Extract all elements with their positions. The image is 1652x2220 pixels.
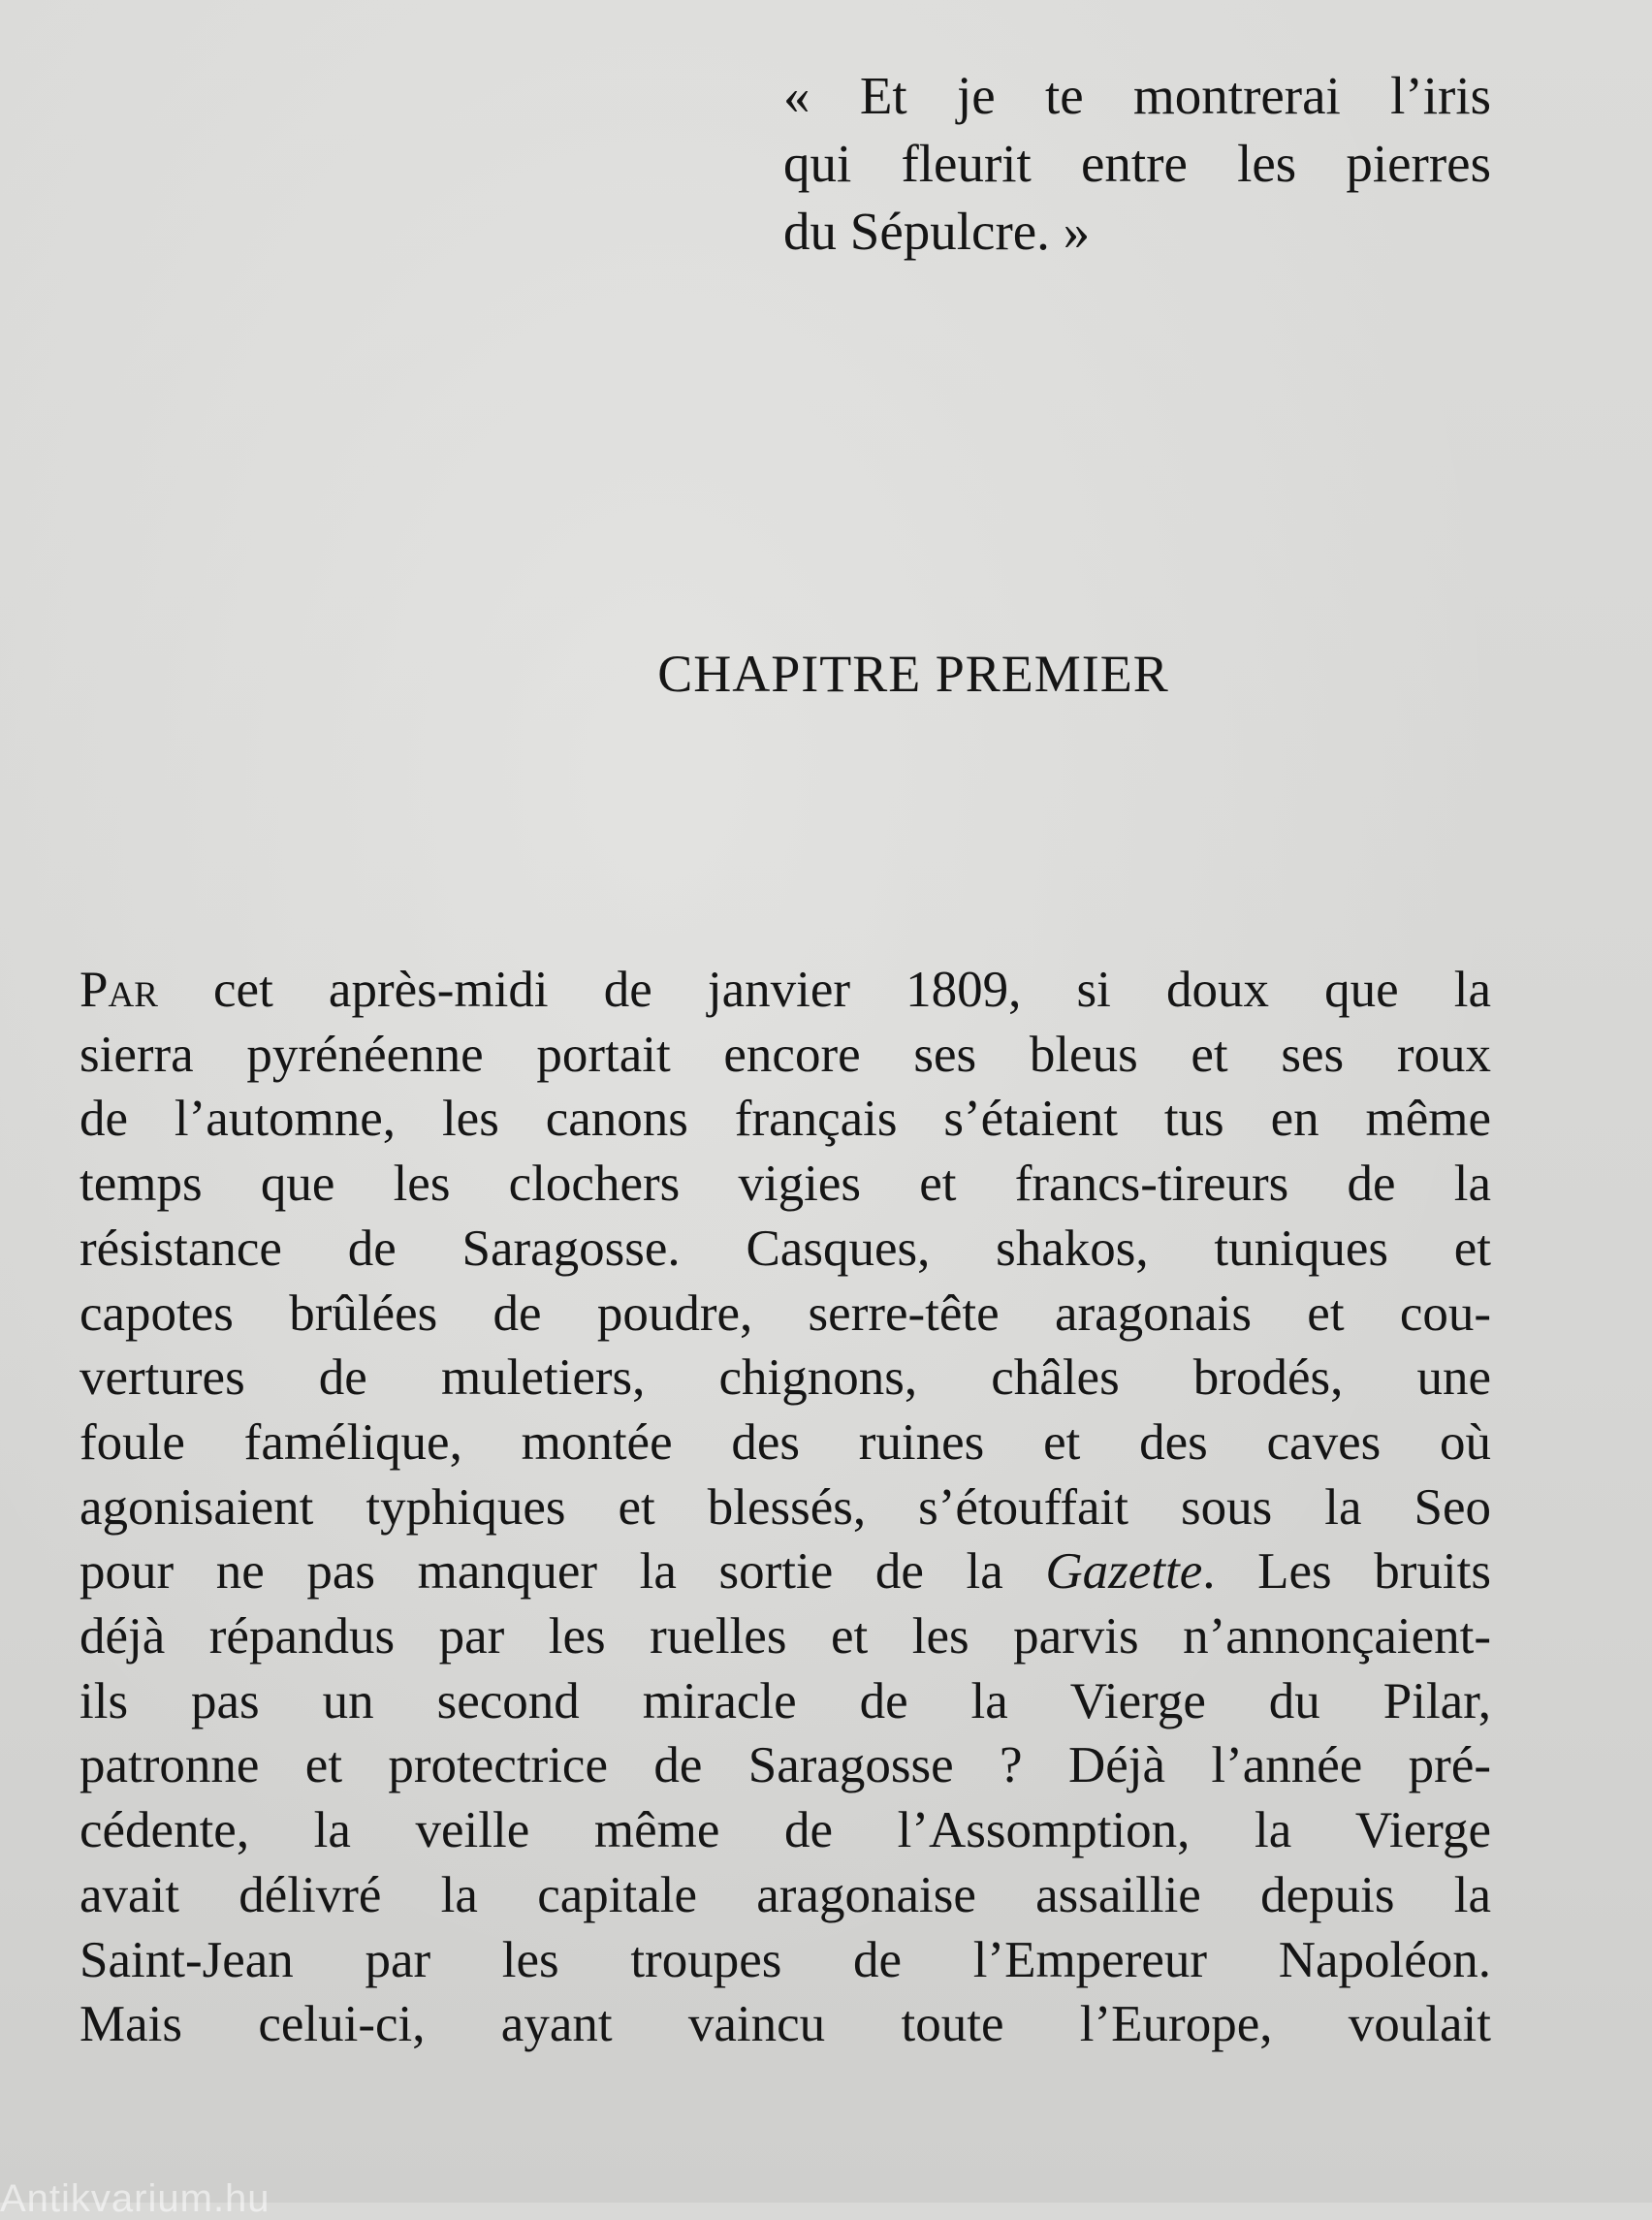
epigraph — [783, 62, 1491, 266]
epigraph-line: « Et je te montrerai l’iris — [783, 66, 1491, 125]
body-line: Saint-Jean par les troupes de l’Empereur Napoléon. — [79, 1931, 1491, 1988]
body-line: vertures de muletiers, chignons, châles brodés, une — [79, 1349, 1491, 1407]
body-line: Mais celui-ci, ayant vaincu toute l’Europe, voulait — [79, 1996, 1491, 2053]
watermark: Antikvarium.hu — [0, 2177, 270, 2220]
gazette-line-after: . Les bruits — [1202, 1543, 1491, 1601]
chapter-title: CHAPITRE PREMIER — [657, 645, 1169, 703]
body-line: déjà répandus par les ruelles et les parvis n’annonçaient- — [79, 1608, 1491, 1665]
body-line: de l’automne, les canons français s’étaient tus en même — [79, 1091, 1491, 1148]
body-line — [79, 958, 1491, 1023]
body-line: ils pas un second miracle de la Vierge du Pilar, — [79, 1672, 1491, 1729]
body-line: capotes brûlées de poudre, serre-tête aragonais et cou- — [79, 1284, 1491, 1342]
body-line — [79, 1539, 1491, 1604]
body-line: temps que les clochers vigies et francs-tireurs de la — [79, 1156, 1491, 1213]
body-line: patronne et protectrice de Saragosse ? Déjà l’année pré- — [79, 1737, 1491, 1794]
body-line: avait délivré la capitale aragonaise assaillie depuis la — [79, 1866, 1491, 1923]
body-line: foule famélique, montée des ruines et des caves où — [79, 1413, 1491, 1471]
body-line: cédente, la veille même de l’Assomption, la Vierge — [79, 1802, 1491, 1859]
body-line: résistance de Saragosse. Casques, shakos, tuniques et — [79, 1220, 1491, 1277]
opening-word: Par — [79, 962, 158, 1018]
body-line: agonisaient typhiques et blessés, s’étouffait sous la Seo — [79, 1478, 1491, 1536]
epigraph-line: qui fleurit entre les pierres — [783, 134, 1491, 193]
gazette-title: Gazette — [1045, 1543, 1203, 1601]
body-text — [79, 958, 1491, 2057]
epigraph-line: du Sépulcre. » — [783, 202, 1091, 261]
first-line-text: cet après-midi de janvier 1809, si doux que la — [213, 962, 1492, 1018]
body-line: sierra pyrénéenne portait encore ses bleus et ses roux — [79, 1026, 1491, 1083]
gazette-line-before: pour ne pas manquer la sortie de la — [79, 1543, 1003, 1601]
